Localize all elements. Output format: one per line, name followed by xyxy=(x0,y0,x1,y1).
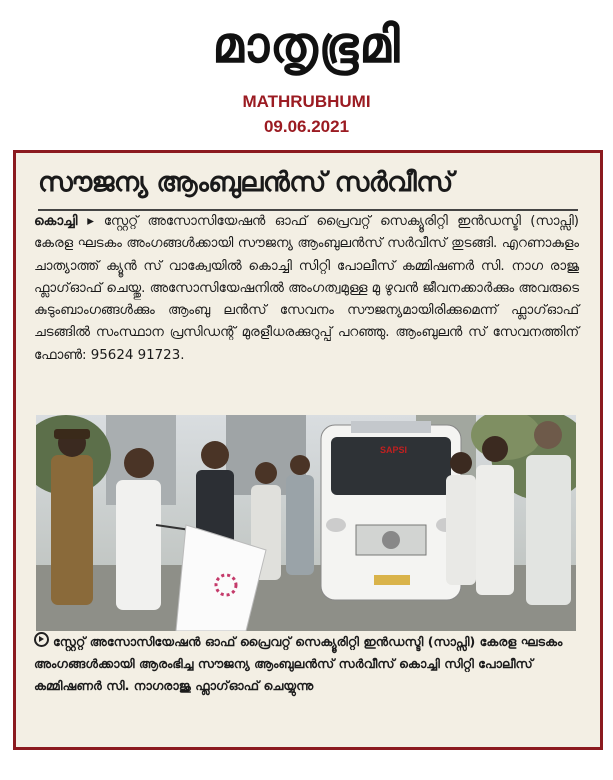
news-clipping xyxy=(13,150,603,750)
newspaper-name: MATHRUBHUMI xyxy=(242,92,371,111)
play-arrow-icon xyxy=(34,632,49,647)
photo-caption-text: സ്റ്റേറ്റ് അസോസിയേഷൻ ഓഫ് പ്രൈവറ്റ് സെക്യൂരിറ്റി ഇൻഡസ്ടി (സാപ്സി) കേരള ഘടകം അംഗങ്ങൾക്കായി ആരംഭിച്ച സൗജന്യ ആംബുലൻസ് സർവീസ് കൊച്ചി സിറ്റി പോലീസ് കമ്മിഷണർ സി. നാഗരാജു ഫ്ലാഗ്ഓഫ് ചെയ്യുന്നു xyxy=(34,634,563,693)
newspaper-logo: മാതൃഭൂമി xyxy=(212,15,401,74)
article-dateline: കൊച്ചി ▸ xyxy=(34,214,104,229)
photo-caption xyxy=(34,631,579,697)
article-photo xyxy=(36,415,576,631)
publication-date: 09.06.2021 xyxy=(263,117,350,136)
article-headline: സൗജന്യ ആംബുലൻസ് സർവീസ് xyxy=(38,167,453,198)
flag-off-photo-illustration xyxy=(36,415,576,631)
ambulance-label: SAPSI xyxy=(380,445,408,455)
article-body xyxy=(34,211,579,367)
article-body-text: സ്റ്റേറ്റ് അസോസിയേഷൻ ഓഫ് പ്രൈവറ്റ് സെക്യൂരിറ്റി ഇൻഡസ്ടി (സാപ്സി) കേരള ഘടകം അംഗങ്ങൾക്കായി സൗജന്യ ആംബുലൻസ് സർവീസ് തുടങ്ങി. എറണാകുളം ചാത്യാത്ത് ക്യൂൻ സ് വാക്വേയിൽ കൊച്ചി സിറ്റി പോലീസ് കമ്മിഷണർ സി. നാഗ രാജു ഫ്ലാഗ്ഓഫ് ചെയ്തു. അസോസിയേഷനിൽ അംഗത്വമുള്ള മു ഴുവൻ ജീവനക്കാർക്കും അവരുടെ കുടുംബാംഗങ്ങൾക്കും ആംബു ലൻസ് സേവനം സൗജന്യമായിരിക്കുമെന്ന് ഫ്ലാഗ്ഓഫ് ചടങ്ങിൽ സംസ്ഥാന പ്രസിഡന്റ് മുരളീധരക്കുറുപ്പ് പറഞ്ഞു. ആംബുലൻ സ് സേവനത്തിന് ഫോൺ: 95624 91723. xyxy=(34,214,579,363)
